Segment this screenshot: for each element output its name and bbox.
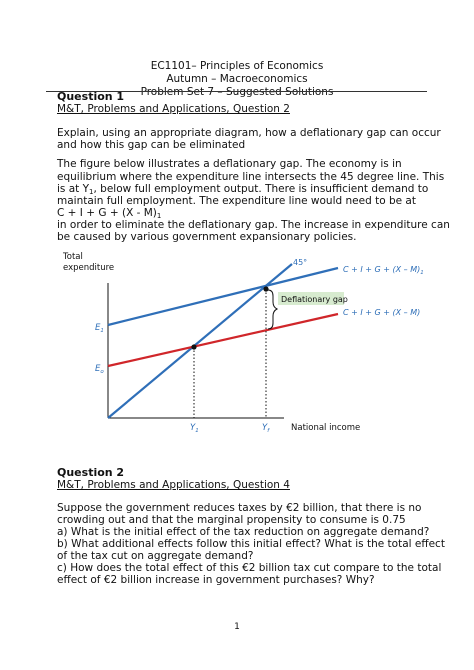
q2-title: Question 2 [57,466,125,479]
q2-line-4: b) What additional effects follow this initial effect? What is the total effect [57,538,445,550]
q2-line-7: effect of €2 billion increase in government purchases? Why? [57,574,375,586]
q2-line-6: c) How does the total effect of this €2 billion tax cut compare to the total [57,562,442,574]
course-title: EC1101– Principles of Economics [150,60,324,72]
yf-label: $Y_f$ [262,423,270,434]
q1-answer-line-4: maintain full employment. The expenditure line would need to be at [57,195,416,207]
q1-answer-line-6: in order to eliminate the deflationary gap. The increase in expenditure can [57,219,450,231]
q1-prompt-line-1: Explain, using an appropriate diagram, how a deflationary gap can occur [57,127,441,139]
q2-line-3: a) What is the initial effect of the tax reduction on aggregate demand? [57,526,430,538]
q1-answer-line-5: $C + I + G + (X - M)_1$ [57,207,162,220]
upper-line-label: $C + I + G + (X - M)_1$ [343,265,424,276]
equilibrium-point-full [263,286,268,291]
lower-line-label: C + I + G + (X – M) [343,308,421,317]
45-degree-label: 45° [293,258,308,267]
gap-label: Deflationary gap [281,295,348,304]
y-axis-label-line-1: Total [63,252,83,262]
q2-line-1: Suppose the government reduces taxes by €2 billion, that there is no [57,502,422,514]
x-axis-label: National income [291,423,361,433]
page-number: 1 [234,622,240,632]
problem-set-title: Problem Set 7 – Suggested Solutions [140,86,334,98]
q2-line-2: crowding out and that the marginal propensity to consume is 0.75 [57,514,406,526]
q1-answer-line-7: be caused by various government expansionary policies. [57,231,357,243]
e0-label: $E_o$ [95,364,104,375]
q2-source: M&T, Problems and Applications, Question 4 [57,479,290,491]
q1-answer-line-3: is at $Y_1$, below full employment output. There is insufficient demand to [57,183,429,196]
gap-brace [268,290,277,329]
q1-answer-line-1: The figure below illustrates a deflationary gap. The economy is in [57,158,402,170]
q1-answer-line-2: equilibrium where the expenditure line intersects the 45 degree line. This [57,171,445,183]
q1-prompt-line-2: and how this gap can be eliminated [57,139,246,151]
q2-line-5: of the tax cut on aggregate demand? [57,550,254,562]
y-axis-label-line-2: expenditure [63,263,115,273]
q1-title: Question 1 [57,90,125,103]
equilibrium-point-e0 [191,344,196,349]
term-title: Autumn – Macroeconomics [166,73,308,85]
e1-label: $E_1$ [95,323,104,334]
y1-label: $Y_1$ [190,423,199,434]
q1-source: M&T, Problems and Applications, Question 2 [57,103,290,115]
